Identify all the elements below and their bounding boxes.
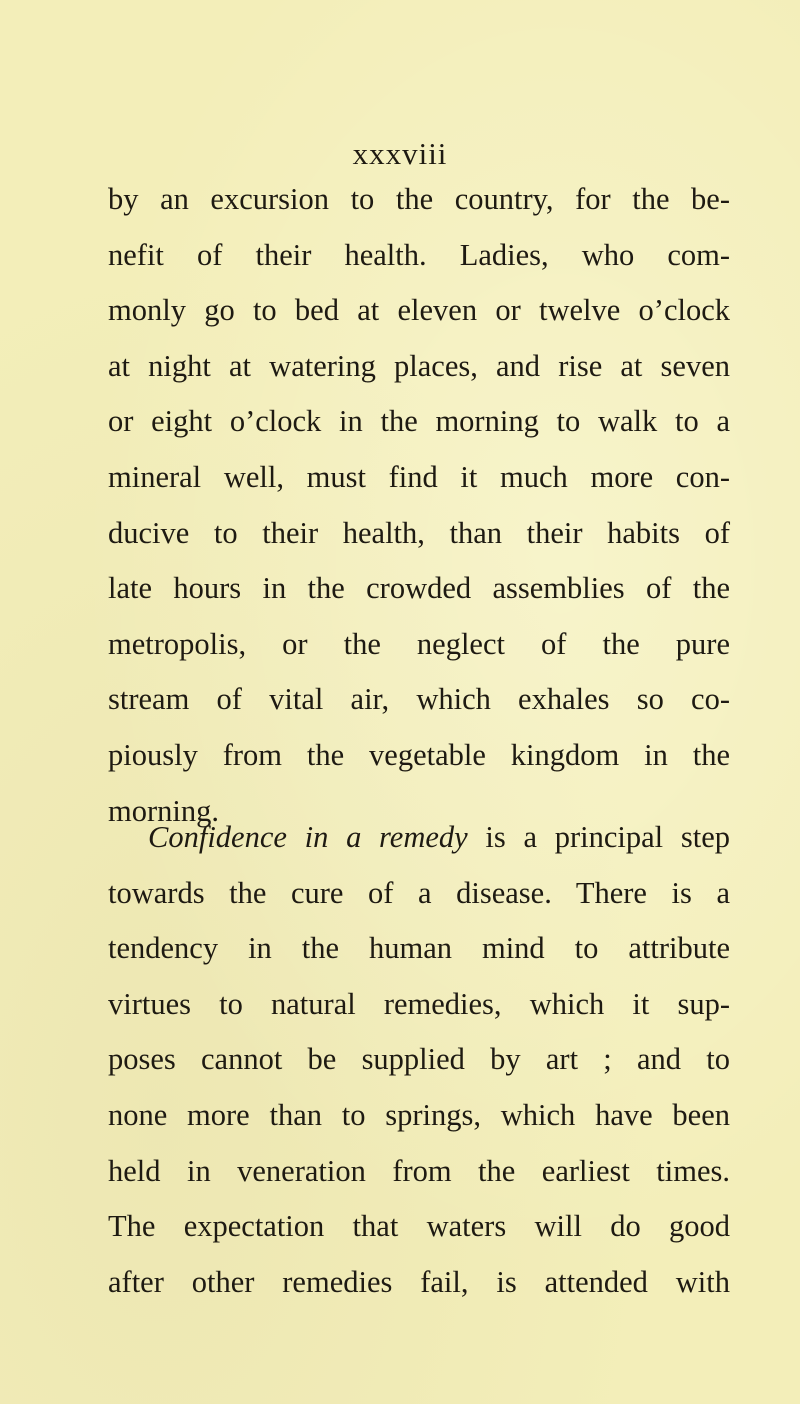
first-line-rest: is a principal step bbox=[467, 820, 730, 854]
text-line: late hours in the crowded assemblies of the bbox=[108, 571, 730, 606]
text-line: after other remedies fail, is attended with bbox=[108, 1264, 730, 1299]
text-line: nefit of their health. Ladies, who com- bbox=[108, 237, 730, 272]
text-line: ducive to their health, than their habits of bbox=[108, 515, 730, 550]
text-line: monly go to bed at eleven or twelve o’clock bbox=[108, 293, 730, 328]
paragraph-1 bbox=[108, 172, 730, 839]
text-line: held in veneration from the earliest times. bbox=[108, 1153, 730, 1188]
italic-phrase: Confidence in a remedy bbox=[148, 820, 468, 854]
text-line: piously from the vegetable kingdom in the bbox=[108, 737, 730, 772]
text-line: virtues to natural remedies, which it sup- bbox=[108, 986, 730, 1021]
text-line: mineral well, must find it much more con- bbox=[108, 459, 730, 494]
text-line: towards the cure of a disease. There is a bbox=[108, 875, 730, 910]
text-line: at night at watering places, and rise at seven bbox=[108, 348, 730, 383]
text-line: none more than to springs, which have been bbox=[108, 1097, 730, 1132]
text-line: metropolis, or the neglect of the pure bbox=[108, 626, 730, 661]
text-line: morning. bbox=[108, 793, 219, 828]
text-line: or eight o’clock in the morning to walk to a bbox=[108, 404, 730, 439]
text-line: poses cannot be supplied by art ; and to bbox=[108, 1042, 730, 1077]
page-number: xxxviii bbox=[352, 136, 448, 171]
text-line: stream of vital air, which exhales so co- bbox=[108, 682, 730, 717]
text-line: by an excursion to the country, for the be- bbox=[108, 182, 730, 216]
paragraph-2 bbox=[108, 810, 730, 1310]
text-line: tendency in the human mind to attribute bbox=[108, 931, 730, 966]
text-line: The expectation that waters will do good bbox=[108, 1209, 730, 1244]
text-line-first bbox=[108, 810, 730, 866]
